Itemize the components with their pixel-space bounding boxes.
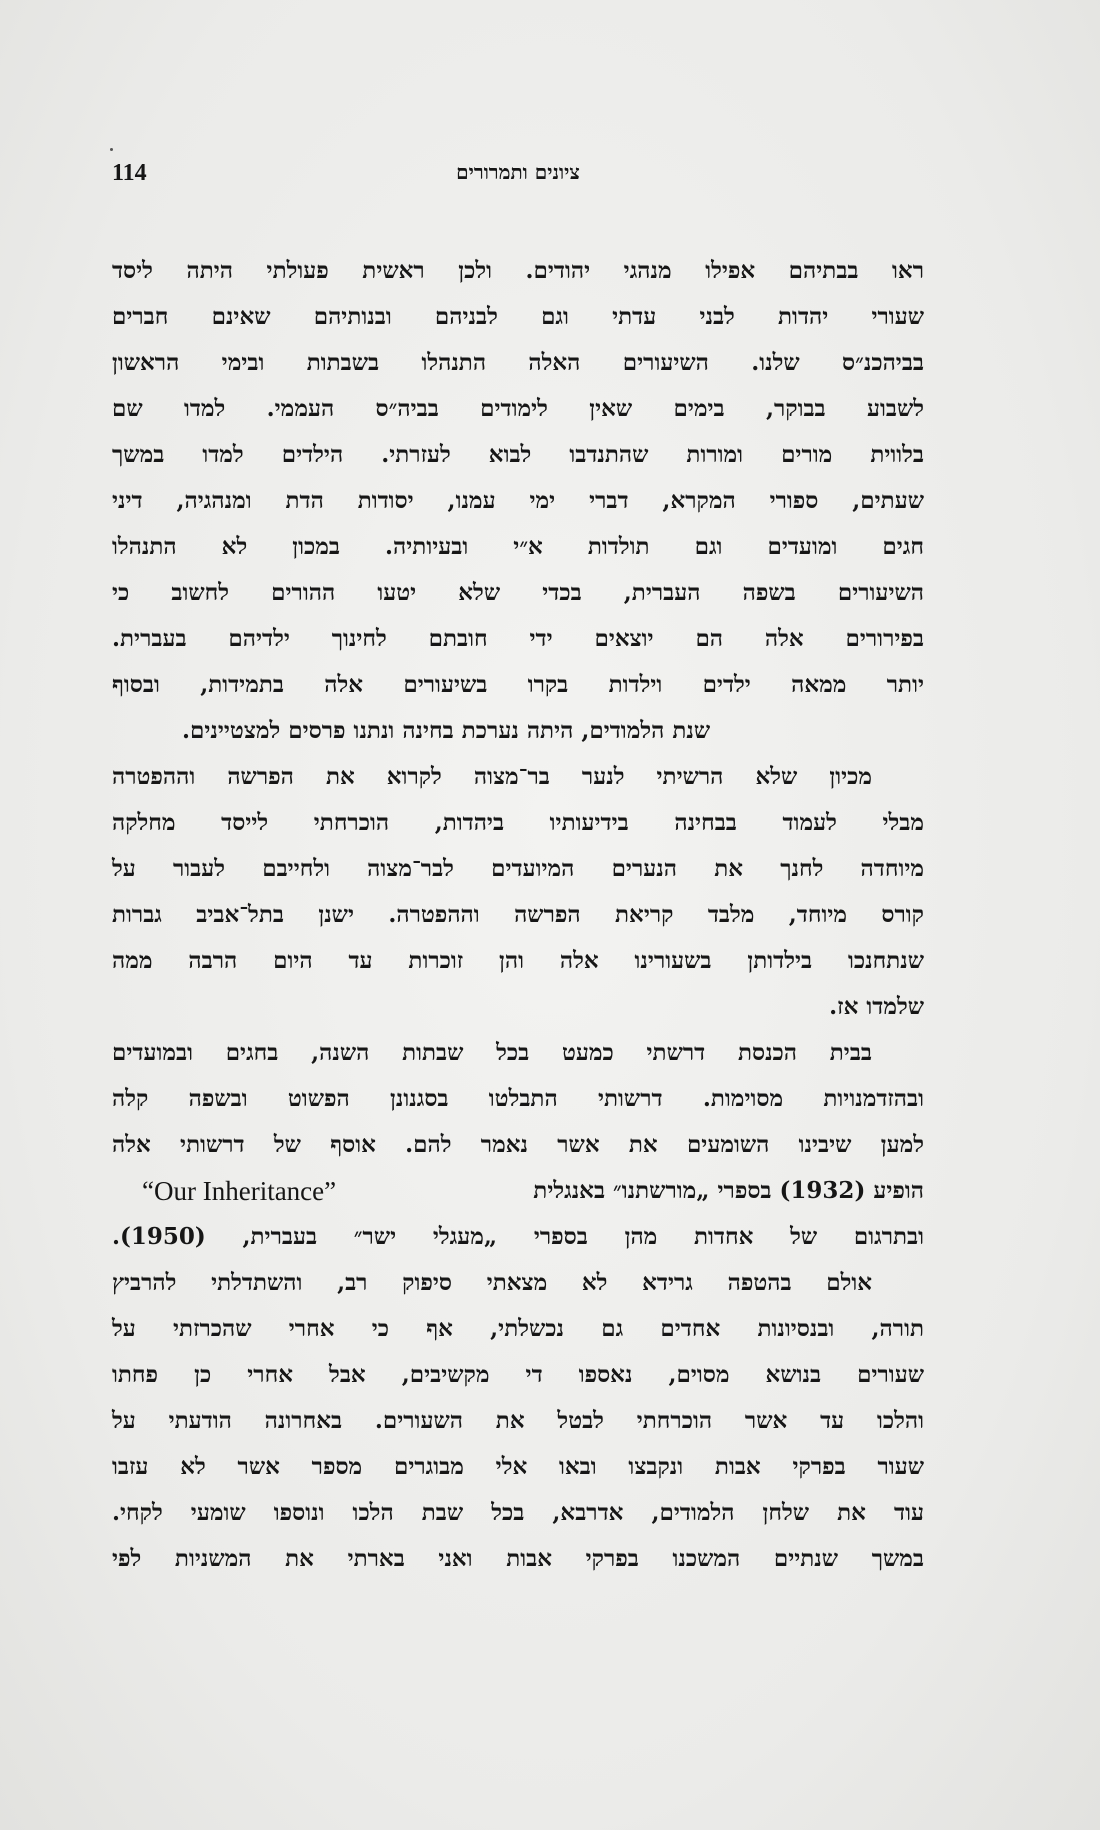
page-number: 114 <box>112 160 147 186</box>
text-line-mixed <box>112 1168 924 1214</box>
text-line: שעורים בנושא מסוים, נאספו די מקשיבים, אבל אחרי כן פחתו <box>112 1361 924 1388</box>
text-line-paragraph-start: בבית הכנסת דרשתי כמעט בכל שבתות השנה, בחגים ובמועדים <box>112 1039 872 1066</box>
text-line: בביהכנ״ס שלנו. השיעורים האלה התנהלו בשבתות ובימי הראשון <box>112 349 924 376</box>
text-line-paragraph-start: אולם בהטפה גרידא לא מצאתי סיפוק רב, והשתדלתי להרביץ <box>112 1269 872 1296</box>
text-line: שלמדו אז. <box>829 993 924 1020</box>
page-header <box>112 160 924 200</box>
text-line: ובהזדמנויות מסוימות. דרשותי התבלטו בסגנונן הפשוט ובשפה קלה <box>112 1085 924 1112</box>
text-line: לשבוע בבוקר, בימים שאין לימודים בביה״ס העממי. למדו שם <box>112 395 924 422</box>
text-line: שנתחנכו בילדותן בשעורינו אלה והן זוכרות עד היום הרבה ממה <box>112 947 924 974</box>
ink-speck <box>110 148 113 151</box>
text-line: חגים ומועדים וגם תולדות א״י ובעיותיה. במכון לא התנהלו <box>112 533 924 560</box>
text-line: והלכו עד אשר הוכרחתי לבטל את השעורים. באחרונה הודעתי על <box>112 1407 924 1434</box>
hebrew-segment: הופיע (1932) בספרי „מורשתנו״ באנגלית <box>533 1177 924 1204</box>
text-line: תורה, ובנסיונות אחדים גם נכשלתי, אף כי אחרי שהכרזתי על <box>112 1315 924 1342</box>
text-line-paragraph-start: מכיון שלא הרשיתי לנער בר־מצוה לקרוא את הפרשה וההפטרה <box>112 763 872 790</box>
text-line: שנת הלמודים, היתה נערכת בחינה ונתנו פרסים למצטיינים. <box>182 717 711 744</box>
text-line: למען שיבינו השומעים את אשר נאמר להם. אוסף של דרשותי אלה <box>112 1131 924 1158</box>
text-line: מיוחדה לחנך את הנערים המיועדים לבר־מצוה ולחייבם לעבור על <box>112 855 924 882</box>
text-line: ראו בבתיהם אפילו מנהגי יהודים. ולכן ראשית פעולתי היתה ליסד <box>112 257 924 284</box>
english-title: “Our Inheritance” <box>142 1176 337 1206</box>
body-text <box>112 248 924 1582</box>
text-line: במשך שנתיים המשכנו בפרקי אבות ואני בארתי את המשניות לפי <box>112 1545 924 1572</box>
text-line: מבלי לעמוד בבחינה בידיעותיו ביהדות, הוכרחתי לייסד מחלקה <box>112 809 924 836</box>
text-line: שעתים, ספורי המקרא, דברי ימי עמנו, יסודות הדת ומנהגיה, דיני <box>112 487 924 514</box>
text-line: ובתרגום של אחדות מהן בספרי „מעגלי ישר״ בעברית, (1950). <box>112 1223 924 1250</box>
text-line: בלווית מורים ומורות שהתנדבו לבוא לעזרתי. הילדים למדו במשך <box>112 441 924 468</box>
text-line: יותר ממאה ילדים וילדות בקרו בשיעורים אלה בתמידות, ובסוף <box>112 671 924 698</box>
text-line: בפירורים אלה הם יוצאים ידי חובתם לחינוך ילדיהם בעברית. <box>112 625 924 652</box>
running-title: ציונים ותמרורים <box>456 160 580 184</box>
text-line: שעור בפרקי אבות ונקבצו ובאו אלי מבוגרים מספר אשר לא עזבו <box>112 1453 924 1480</box>
text-line: השיעורים בשפה העברית, בכדי שלא יטעו ההורים לחשוב כי <box>112 579 924 606</box>
text-line: קורס מיוחד, מלבד קריאת הפרשה וההפטרה. ישנן בתל־אביב גברות <box>112 901 924 928</box>
text-line: עוד את שלחן הלמודים, אדרבא, בכל שבת הלכו ונוספו שומעי לקחי. <box>112 1499 924 1526</box>
text-line: שעורי יהדות לבני עדתי וגם לבניהם ובנותיהם שאינם חברים <box>112 303 924 330</box>
